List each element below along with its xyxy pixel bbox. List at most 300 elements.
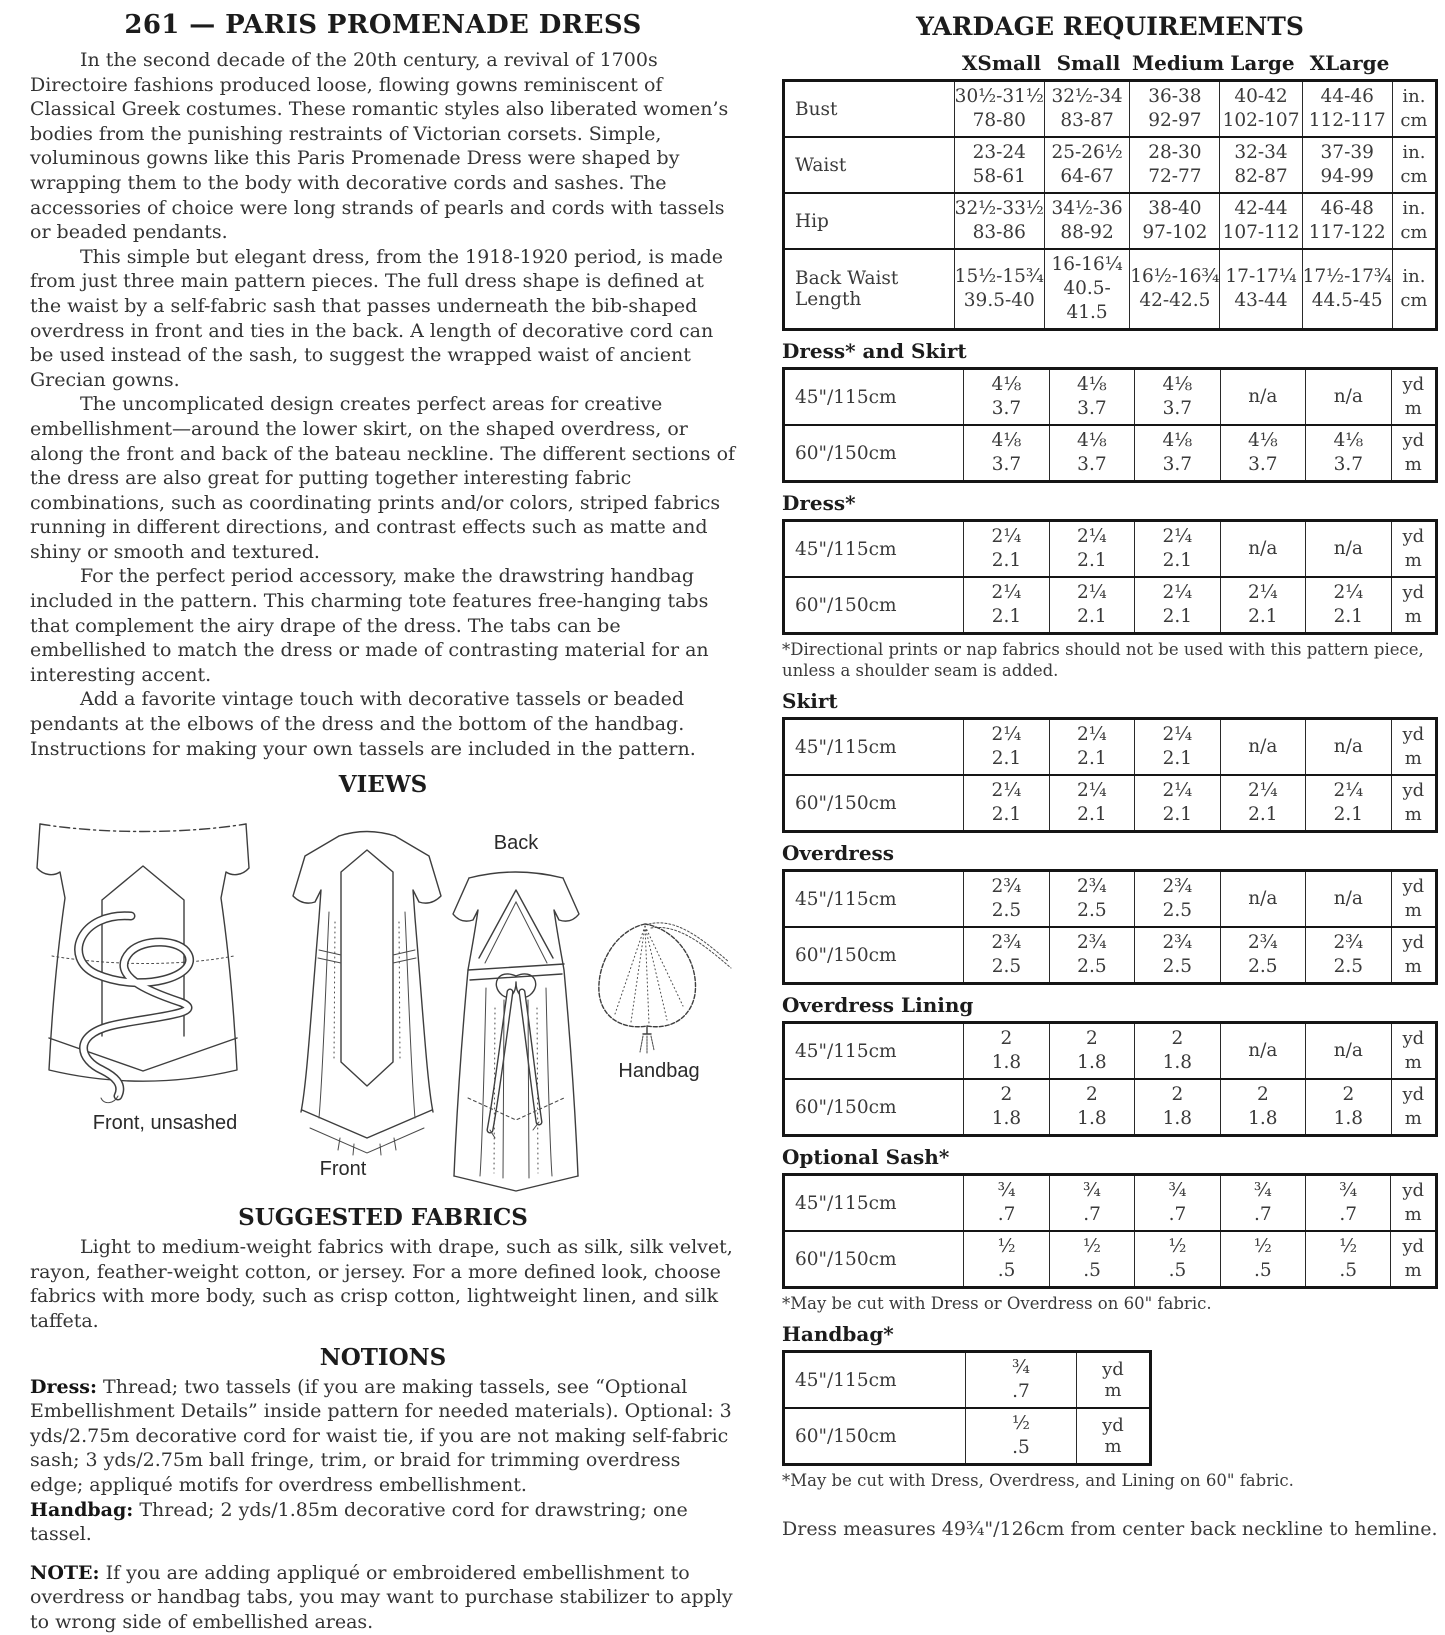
yardage-value-cell [964,1023,1049,1080]
units-cell [1391,775,1436,832]
value-meters: 3.7 [1077,398,1107,419]
yardage-section [782,1145,1438,1314]
units-cell [1392,81,1436,138]
value-cm: 112-117 [1308,110,1386,131]
yardage-value-cell [1306,719,1391,776]
value-yards: 2¼ [1333,582,1364,603]
yardage-value-cell [1135,927,1220,984]
fabric-width-label: 45"/115cm [784,369,964,426]
yardage-value-cell [1049,871,1134,928]
yardage-value-cell [1049,1231,1134,1288]
value-meters: 1.8 [1077,1108,1107,1129]
units-cell [1392,137,1436,193]
value-inches: 42-44 [1234,198,1288,219]
yardage-value-cell [1135,871,1220,928]
value-cm: 44.5-45 [1311,290,1383,311]
value-yards: ¾ [1083,1180,1101,1201]
notions-dress-text: Thread; two tassels (if you are making tassels, see “Optional Embellishment Details” inside pattern for needed materials). Optional: 3 yds/2.75m decorative cord for waist tie, if you are not making self-fabric sash; 3 yds/2.75m ball fringe, trim, or braid for trimming overdress edge; appliqué motifs for overdress embellishment. [30,1375,732,1496]
measurement-label-line: Waist [795,154,847,176]
value-inches: 28-30 [1148,142,1202,163]
unit-line: yd [1402,526,1425,547]
unit-line: cm [1400,290,1428,311]
size-value-cell [1302,137,1392,193]
yardage-value-cell [1135,1023,1220,1080]
yardage-value-cell [1220,1231,1305,1288]
size-value-cell [954,193,1044,249]
size-value-cell [1220,249,1302,330]
value-meters: .5 [1083,1260,1101,1281]
value-meters: 3.7 [1162,398,1193,419]
front-view-drawing [282,822,452,1160]
unit-line: yd [1402,374,1425,395]
yardage-footnote: *May be cut with Dress, Overdress, and Lining on 60" fabric. [782,1471,1294,1490]
size-value-cell [1220,81,1302,138]
unit-line: yd [1102,1415,1124,1436]
size-value-cell [1302,81,1392,138]
size-table-row [784,81,1437,138]
value-yards: 2¾ [1162,932,1193,953]
units-cell [1391,927,1436,984]
front-view-label: Front [319,1158,367,1181]
yardage-value-cell [1306,577,1391,634]
value-inches: 16-16¼ [1051,254,1123,275]
yardage-section [782,841,1438,985]
yardage-table-body [784,521,1437,634]
yardage-value-cell [964,521,1049,578]
yardage-value-cell [964,425,1049,482]
size-table-row [784,137,1437,193]
yardage-value-cell [1049,521,1134,578]
size-header-xlarge: XLarge [1309,51,1390,75]
value-not-available: n/a [1333,736,1363,757]
yardage-value-cell [1049,1023,1134,1080]
yardage-row [784,521,1437,578]
value-cm: 97-102 [1142,222,1208,243]
yardage-value-cell [1049,425,1134,482]
value-inches: 38-40 [1148,198,1202,219]
value-meters: 2.1 [991,804,1022,825]
value-meters: 2.5 [1077,956,1107,977]
value-cm: 58-61 [972,166,1026,187]
value-yards: ¾ [1168,1180,1187,1201]
fabric-width-label: 60"/150cm [784,577,964,634]
yardage-table-body [784,1023,1437,1136]
value-meters: 2.5 [1162,900,1193,921]
value-cm: 42-42.5 [1139,290,1211,311]
yardage-row [784,1079,1437,1136]
size-table-body [784,81,1437,330]
yardage-value-cell [1306,871,1391,928]
value-meters: 1.8 [1077,1052,1107,1073]
size-value-cell [1130,249,1220,330]
yardage-row [784,1408,1151,1465]
size-table-row [784,249,1437,330]
value-inches: 25-26½ [1051,142,1123,163]
left-column [30,6,736,1635]
intro-paragraph-1: In the second decade of the 20th century, a revival of 1700s Directoire fashions produced loose, flowing gowns reminiscent of Classical Greek costumes. These romantic styles also liberated women’s bodies from the punishing restraints of Victorian corsets. Simple, voluminous gowns like this Paris Promenade Dress were shaped by wrapping them to the body with decorative cords and sashes. The accessories of choice were long strands of pearls and cords with tassels or beaded pendants. [30,49,729,244]
value-yards: ¾ [1012,1357,1030,1378]
value-meters: .7 [1083,1204,1101,1225]
yardage-value-cell [1220,1023,1305,1080]
value-inches: 37-39 [1320,142,1374,163]
yardage-value-cell [1135,1079,1220,1136]
unit-line: cm [1400,166,1428,187]
yardage-value-cell [1306,775,1391,832]
yardage-value-cell [1220,927,1305,984]
unit-line: m [1404,1204,1422,1225]
value-meters: 2.1 [1077,748,1107,769]
yardage-value-cell [1135,425,1220,482]
yardage-value-cell [1306,927,1391,984]
size-table-row [784,193,1437,249]
value-meters: 3.7 [1077,454,1107,475]
value-meters: .7 [1254,1204,1272,1225]
yardage-value-cell [1306,369,1391,426]
unit-line: m [1404,1108,1422,1129]
fabric-width-label: 45"/115cm [784,1175,964,1232]
fabrics-paragraph: Light to medium-weight fabrics with drape, such as silk, silk velvet, rayon, feather-weight cotton, or jersey. For a more defined look, choose fabrics with more body, such as crisp cotton, lightweight linen, and silk taffeta. [30,1236,733,1332]
value-cm: 83-87 [1060,110,1114,131]
units-cell [1077,1408,1151,1465]
value-meters: 2.1 [991,606,1022,627]
yardage-table-body [784,369,1437,482]
unit-line: m [1404,454,1422,475]
value-yards: 2 [1085,1084,1098,1105]
value-meters: 3.7 [1162,454,1193,475]
value-meters: 3.7 [1333,454,1364,475]
yardage-value-cell [964,1175,1049,1232]
notions-dress-label: Dress: [30,1375,97,1398]
unit-line: m [1404,748,1422,769]
yardage-value-cell [964,577,1049,634]
value-meters: 2.1 [991,550,1022,571]
yardage-row [784,369,1437,426]
value-meters: 3.7 [991,454,1022,475]
yardage-value-cell [1306,521,1391,578]
handbag-table-body [784,1352,1151,1465]
yardage-value-cell [1049,927,1134,984]
value-yards: 2 [1171,1084,1184,1105]
yardage-value-cell [1220,521,1305,578]
notions-handbag [30,1498,736,1547]
handbag-yardage-section [782,1322,1438,1491]
value-meters: 1.8 [1162,1108,1193,1129]
value-meters: 2.1 [1077,550,1107,571]
value-yards: ¾ [1253,1180,1272,1201]
size-value-cell [1130,81,1220,138]
value-yards: 2¼ [1162,526,1193,547]
value-meters: 2.5 [991,900,1022,921]
size-value-cell [1130,137,1220,193]
handbag-yardage [782,1322,1438,1491]
yardage-value-cell [1306,1079,1391,1136]
yardage-row [784,871,1437,928]
yardage-value-cell [1135,577,1220,634]
yardage-value-cell [1220,369,1305,426]
value-meters: 2.5 [1162,956,1193,977]
value-meters: 2.1 [991,748,1022,769]
yardage-table-body [784,719,1437,832]
yardage-value-cell [964,871,1049,928]
yardage-value-cell [1135,1231,1220,1288]
value-yards: ½ [997,1236,1016,1257]
value-meters: 2.1 [1077,804,1107,825]
yardage-value-cell [1049,775,1134,832]
size-header-spacer [782,51,958,75]
size-value-cell [1044,249,1129,330]
yardage-value-cell [966,1408,1077,1465]
measurement-label [784,193,955,249]
value-yards: 4⅛ [1077,430,1107,451]
fabric-width-label: 60"/150cm [784,927,964,984]
yardage-row [784,577,1437,634]
notions-heading: NOTIONS [319,1343,447,1371]
front-unsashed-label: Front, unsashed [92,1112,238,1135]
value-meters: 1.8 [1248,1108,1278,1129]
yardage-value-cell [1306,1175,1391,1232]
front-unsashed-drawing [32,808,254,1108]
measurement-label [784,81,955,138]
value-yards: 2¼ [1077,724,1107,745]
value-inches: 17-17¼ [1225,266,1297,287]
value-yards: 2¼ [991,582,1022,603]
value-not-available: n/a [1248,538,1278,559]
yardage-table [782,1173,1438,1289]
yardage-value-cell [964,719,1049,776]
value-yards: 2¾ [1077,876,1107,897]
value-inches: 44-46 [1320,86,1374,107]
fabrics-heading: SUGGESTED FABRICS [238,1204,528,1232]
value-cm: 107-112 [1222,222,1300,243]
fabric-width-label: 60"/150cm [784,775,964,832]
value-yards: 2 [1171,1028,1184,1049]
yardage-section-title: Dress* [782,491,856,515]
value-cm: 64-67 [1060,166,1114,187]
value-not-available: n/a [1248,386,1278,407]
yardage-sections [782,339,1438,1314]
yardage-value-cell [1135,1175,1220,1232]
unit-line: yd [1402,780,1425,801]
views-heading: VIEWS [338,771,428,799]
yardage-table [782,1021,1438,1137]
yardage-value-cell [1135,719,1220,776]
units-cell [1391,577,1436,634]
measurement-label [784,249,955,330]
value-meters: .7 [1168,1204,1187,1225]
value-inches: 23-24 [972,142,1026,163]
unit-line: yd [1102,1359,1124,1380]
value-meters: 2.1 [1333,606,1364,627]
fabric-width-label: 60"/150cm [784,425,964,482]
value-inches: 30½-31½ [954,86,1044,107]
yardage-table [782,367,1438,483]
yardage-section-title: Dress* and Skirt [782,339,967,363]
unit-line: yd [1402,430,1425,451]
unit-line: in. [1402,198,1426,219]
measurement-label [784,137,955,193]
value-cm: 72-77 [1148,166,1202,187]
value-not-available: n/a [1333,386,1363,407]
intro-paragraph-4: For the perfect period accessory, make the drawstring handbag included in the pattern. This charming tote features free-hanging tabs that complement the airy drape of the dress. The tabs can be embellished to match the dress or made of contrasting material for an interesting accent. [30,565,709,686]
intro-paragraph-3: The uncomplicated design creates perfect areas for creative embellishment—around the lower skirt, on the shaped overdress, or along the front and back of the bateau neckline. The different sections of the dress are also great for putting together interesting fabric combinations, such as coordinating prints and/or colors, striped fabrics running in different directions, and contrast effects such as matte and shiny or smooth and textured. [30,393,736,563]
size-value-cell [954,249,1044,330]
value-inches: 40-42 [1234,86,1288,107]
value-yards: 2¼ [1248,582,1278,603]
value-yards: 4⅛ [1162,430,1193,451]
value-meters: 2.5 [1248,956,1278,977]
value-meters: .5 [1168,1260,1187,1281]
notions-handbag-text: Thread; 2 yds/1.85m decorative cord for drawstring; one tassel. [30,1498,688,1546]
unit-line: m [1404,804,1422,825]
value-meters: 2.1 [1248,804,1278,825]
unit-line: yd [1402,1084,1425,1105]
value-meters: 2.5 [991,956,1022,977]
unit-line: m [1404,900,1422,921]
size-value-cell [1044,193,1129,249]
yardage-section-title: Overdress [782,841,895,865]
yardage-section [782,339,1438,483]
value-meters: 2.1 [1162,606,1193,627]
value-not-available: n/a [1248,888,1278,909]
units-cell [1391,1023,1436,1080]
value-yards: ½ [1168,1236,1187,1257]
yardage-footnote: *May be cut with Dress or Overdress on 60" fabric. [782,1294,1212,1313]
value-meters: 2.5 [1077,900,1107,921]
yardage-value-cell [964,1079,1049,1136]
value-yards: 2 [1342,1084,1355,1105]
value-yards: 2 [1000,1028,1013,1049]
size-table [782,79,1438,331]
yardage-section-title: Overdress Lining [782,993,974,1017]
yardage-section [782,993,1438,1137]
units-cell [1391,1079,1436,1136]
value-yards: 2¼ [991,780,1022,801]
fabric-width-label: 60"/150cm [784,1231,964,1288]
value-yards: 2¼ [1333,780,1364,801]
notions-dress [30,1375,736,1498]
value-yards: 4⅛ [1248,430,1278,451]
yardage-section-title: Skirt [782,689,838,713]
unit-line: m [1404,956,1422,977]
yardage-value-cell [1220,719,1305,776]
value-cm: 39.5-40 [963,290,1035,311]
unit-line: in. [1402,266,1426,287]
value-meters: 1.8 [991,1108,1022,1129]
value-not-available: n/a [1248,1040,1278,1061]
measurement-label-line: Hip [795,210,829,232]
value-cm: 78-80 [972,110,1026,131]
yardage-value-cell [1220,577,1305,634]
value-yards: ½ [1012,1413,1030,1434]
size-header-row [782,51,1438,75]
value-yards: 2 [1000,1084,1013,1105]
value-meters: 2.1 [1162,550,1193,571]
value-inches: 34½-36 [1051,198,1123,219]
value-not-available: n/a [1333,1040,1363,1061]
unit-line: m [1404,550,1422,571]
yardage-heading: YARDAGE REQUIREMENTS [916,12,1304,41]
fabric-width-label: 60"/150cm [784,1079,964,1136]
value-meters: 2.1 [1162,748,1193,769]
yardage-value-cell [1135,369,1220,426]
unit-line: yd [1402,876,1425,897]
value-cm: 43-44 [1234,290,1288,311]
value-yards: 4⅛ [1162,374,1193,395]
value-meters: 2.5 [1333,956,1364,977]
value-yards: 2¼ [1077,526,1107,547]
yardage-value-cell [964,775,1049,832]
fabric-width-label: 45"/115cm [784,521,964,578]
value-inches: 17½-17¾ [1302,266,1392,287]
value-inches: 46-48 [1320,198,1374,219]
value-meters: 2.1 [1077,606,1107,627]
value-meters: 1.8 [1162,1052,1193,1073]
yardage-value-cell [1306,425,1391,482]
value-meters: .7 [1339,1204,1358,1225]
units-cell [1391,1231,1437,1288]
size-value-cell [1220,193,1302,249]
value-meters: .7 [1012,1381,1030,1402]
value-yards: 2¼ [1077,582,1107,603]
yardage-value-cell [1220,1079,1305,1136]
value-meters: 2.1 [1162,804,1193,825]
value-meters: 2.1 [1333,804,1364,825]
unit-line: yd [1402,724,1425,745]
value-meters: 3.7 [1248,454,1278,475]
units-cell [1391,521,1436,578]
back-view-label: Back [493,832,539,855]
intro-paragraph-2: This simple but elegant dress, from the 1918-1920 period, is made from just three main pattern pieces. The full dress shape is defined at the waist by a self-fabric sash that passes underneath the bib-shaped overdress in front and ties in the back. A length of decorative cord can be used instead of the sash, to suggest the wrapped waist of ancient Grecian gowns. [30,245,724,391]
yardage-row [784,1175,1437,1232]
yardage-table-body [784,871,1437,984]
yardage-row [784,927,1437,984]
measurement-label-line: Back Waist [795,268,899,289]
yardage-value-cell [1220,871,1305,928]
unit-line: yd [1402,1028,1425,1049]
value-yards: 2¼ [1248,780,1278,801]
unit-line: cm [1400,222,1428,243]
unit-line: yd [1402,932,1425,953]
size-value-cell [1302,193,1392,249]
value-yards: 2¾ [1248,932,1278,953]
value-cm: 102-107 [1222,110,1300,131]
value-yards: 4⅛ [991,374,1022,395]
unit-line: m [1404,398,1422,419]
size-header-small: Small [1056,51,1121,75]
size-value-cell [1302,249,1392,330]
value-yards: 2¼ [1077,780,1107,801]
note-text: If you are adding appliqué or embroidered embellishment to overdress or handbag tabs, you may want to purchase stabilizer to apply to wrong side of embellished areas. [30,1561,733,1633]
yardage-value-cell [1049,719,1134,776]
value-not-available: n/a [1333,888,1363,909]
value-inches: 36-38 [1148,86,1202,107]
size-header-medium: Medium [1132,51,1225,75]
units-cell [1391,425,1436,482]
fabric-width-label: 45"/115cm [784,719,964,776]
size-header-large: Large [1230,51,1295,75]
yardage-row [784,1023,1437,1080]
units-cell [1391,1175,1437,1232]
note-paragraph [30,1561,736,1635]
units-cell [1391,871,1436,928]
value-inches: 32½-34 [1051,86,1123,107]
value-yards: 2¼ [1162,724,1193,745]
value-yards: 2¾ [991,932,1022,953]
unit-line: yd [1402,1180,1425,1201]
unit-line: yd [1402,582,1425,603]
size-value-cell [1130,193,1220,249]
value-meters: 2.1 [1248,606,1278,627]
